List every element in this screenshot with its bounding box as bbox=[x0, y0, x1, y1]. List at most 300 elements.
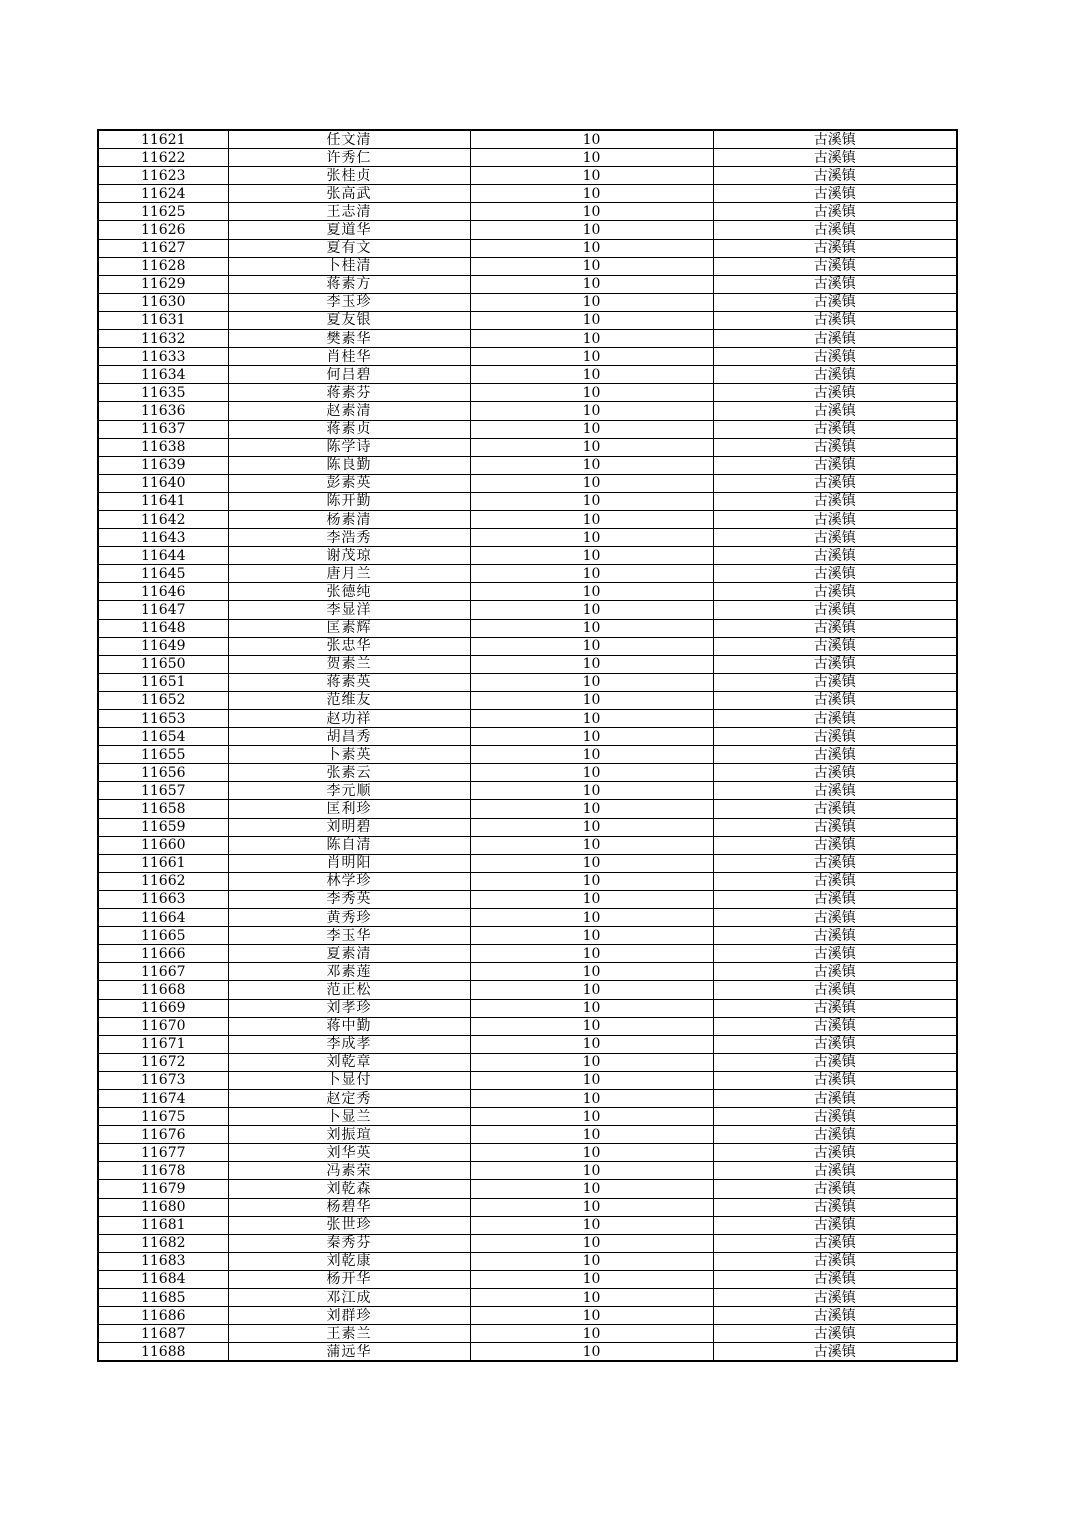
id-cell: 11636 bbox=[98, 402, 228, 420]
town-cell: 古溪镇 bbox=[713, 1126, 957, 1144]
id-cell: 11681 bbox=[98, 1216, 228, 1234]
amount-cell: 10 bbox=[470, 1180, 713, 1198]
id-cell: 11624 bbox=[98, 185, 228, 203]
town-cell: 古溪镇 bbox=[713, 1325, 957, 1343]
amount-cell: 10 bbox=[470, 583, 713, 601]
id-cell: 11635 bbox=[98, 384, 228, 402]
town-cell: 古溪镇 bbox=[713, 1053, 957, 1071]
id-cell: 11667 bbox=[98, 963, 228, 981]
town-cell: 古溪镇 bbox=[713, 1180, 957, 1198]
name-cell: 谢茂琼 bbox=[228, 547, 470, 565]
town-cell: 古溪镇 bbox=[713, 167, 957, 185]
name-cell: 邓素莲 bbox=[228, 963, 470, 981]
town-cell: 古溪镇 bbox=[713, 366, 957, 384]
table-row bbox=[98, 221, 957, 239]
id-cell: 11637 bbox=[98, 420, 228, 438]
amount-cell: 10 bbox=[470, 1162, 713, 1180]
amount-cell: 10 bbox=[470, 1198, 713, 1216]
town-cell: 古溪镇 bbox=[713, 637, 957, 655]
town-cell: 古溪镇 bbox=[713, 1343, 957, 1362]
town-cell: 古溪镇 bbox=[713, 1035, 957, 1053]
name-cell: 赵功祥 bbox=[228, 710, 470, 728]
table-row bbox=[98, 384, 957, 402]
town-cell: 古溪镇 bbox=[713, 402, 957, 420]
table-row bbox=[98, 890, 957, 908]
town-cell: 古溪镇 bbox=[713, 691, 957, 709]
table-row bbox=[98, 257, 957, 275]
id-cell: 11673 bbox=[98, 1071, 228, 1089]
table-row bbox=[98, 746, 957, 764]
table-row bbox=[98, 474, 957, 492]
table-row bbox=[98, 311, 957, 329]
id-cell: 11642 bbox=[98, 510, 228, 528]
id-cell: 11644 bbox=[98, 547, 228, 565]
table-row bbox=[98, 130, 957, 149]
amount-cell: 10 bbox=[470, 130, 713, 149]
name-cell: 刘群珍 bbox=[228, 1307, 470, 1325]
town-cell: 古溪镇 bbox=[713, 818, 957, 836]
name-cell: 张德纯 bbox=[228, 583, 470, 601]
amount-cell: 10 bbox=[470, 384, 713, 402]
amount-cell: 10 bbox=[470, 673, 713, 691]
town-cell: 古溪镇 bbox=[713, 1089, 957, 1107]
name-cell: 王志清 bbox=[228, 203, 470, 221]
table-row bbox=[98, 239, 957, 257]
amount-cell: 10 bbox=[470, 1343, 713, 1362]
table-row bbox=[98, 185, 957, 203]
id-cell: 11680 bbox=[98, 1198, 228, 1216]
amount-cell: 10 bbox=[470, 1089, 713, 1107]
id-cell: 11685 bbox=[98, 1289, 228, 1307]
town-cell: 古溪镇 bbox=[713, 583, 957, 601]
id-cell: 11622 bbox=[98, 149, 228, 167]
town-cell: 古溪镇 bbox=[713, 1017, 957, 1035]
id-cell: 11649 bbox=[98, 637, 228, 655]
town-cell: 古溪镇 bbox=[713, 565, 957, 583]
name-cell: 卜桂清 bbox=[228, 257, 470, 275]
town-cell: 古溪镇 bbox=[713, 239, 957, 257]
name-cell: 李成孝 bbox=[228, 1035, 470, 1053]
town-cell: 古溪镇 bbox=[713, 854, 957, 872]
table-row bbox=[98, 456, 957, 474]
name-cell: 许秀仁 bbox=[228, 149, 470, 167]
amount-cell: 10 bbox=[470, 963, 713, 981]
town-cell: 古溪镇 bbox=[713, 909, 957, 927]
town-cell: 古溪镇 bbox=[713, 1144, 957, 1162]
amount-cell: 10 bbox=[470, 619, 713, 637]
id-cell: 11639 bbox=[98, 456, 228, 474]
town-cell: 古溪镇 bbox=[713, 330, 957, 348]
id-cell: 11660 bbox=[98, 836, 228, 854]
town-cell: 古溪镇 bbox=[713, 764, 957, 782]
name-cell: 邓江成 bbox=[228, 1289, 470, 1307]
name-cell: 肖桂华 bbox=[228, 348, 470, 366]
town-cell: 古溪镇 bbox=[713, 999, 957, 1017]
amount-cell: 10 bbox=[470, 565, 713, 583]
table-row bbox=[98, 728, 957, 746]
name-cell: 匡素辉 bbox=[228, 619, 470, 637]
table-row bbox=[98, 981, 957, 999]
name-cell: 李显洋 bbox=[228, 601, 470, 619]
amount-cell: 10 bbox=[470, 927, 713, 945]
table-row bbox=[98, 149, 957, 167]
amount-cell: 10 bbox=[470, 836, 713, 854]
table-row bbox=[98, 764, 957, 782]
table-row bbox=[98, 330, 957, 348]
amount-cell: 10 bbox=[470, 221, 713, 239]
town-cell: 古溪镇 bbox=[713, 420, 957, 438]
town-cell: 古溪镇 bbox=[713, 456, 957, 474]
amount-cell: 10 bbox=[470, 710, 713, 728]
name-cell: 陈自清 bbox=[228, 836, 470, 854]
amount-cell: 10 bbox=[470, 764, 713, 782]
id-cell: 11630 bbox=[98, 293, 228, 311]
name-cell: 范正松 bbox=[228, 981, 470, 999]
town-cell: 古溪镇 bbox=[713, 311, 957, 329]
amount-cell: 10 bbox=[470, 1270, 713, 1288]
id-cell: 11663 bbox=[98, 890, 228, 908]
table-row bbox=[98, 1035, 957, 1053]
id-cell: 11661 bbox=[98, 854, 228, 872]
name-cell: 林学珍 bbox=[228, 872, 470, 890]
table-row bbox=[98, 529, 957, 547]
name-cell: 杨碧华 bbox=[228, 1198, 470, 1216]
name-cell: 蒋素芬 bbox=[228, 384, 470, 402]
town-cell: 古溪镇 bbox=[713, 1108, 957, 1126]
id-cell: 11670 bbox=[98, 1017, 228, 1035]
name-cell: 胡昌秀 bbox=[228, 728, 470, 746]
id-cell: 11641 bbox=[98, 492, 228, 510]
town-cell: 古溪镇 bbox=[713, 1216, 957, 1234]
name-cell: 刘明碧 bbox=[228, 818, 470, 836]
name-cell: 李玉华 bbox=[228, 927, 470, 945]
town-cell: 古溪镇 bbox=[713, 185, 957, 203]
name-cell: 陈学诗 bbox=[228, 438, 470, 456]
name-cell: 陈良勤 bbox=[228, 456, 470, 474]
amount-cell: 10 bbox=[470, 547, 713, 565]
amount-cell: 10 bbox=[470, 203, 713, 221]
amount-cell: 10 bbox=[470, 1035, 713, 1053]
table-row bbox=[98, 673, 957, 691]
amount-cell: 10 bbox=[470, 1071, 713, 1089]
amount-cell: 10 bbox=[470, 981, 713, 999]
table-row bbox=[98, 167, 957, 185]
id-cell: 11665 bbox=[98, 927, 228, 945]
name-cell: 杨素清 bbox=[228, 510, 470, 528]
name-cell: 刘华英 bbox=[228, 1144, 470, 1162]
name-cell: 黄秀珍 bbox=[228, 909, 470, 927]
table-row bbox=[98, 800, 957, 818]
name-cell: 秦秀芬 bbox=[228, 1234, 470, 1252]
table-row bbox=[98, 1053, 957, 1071]
amount-cell: 10 bbox=[470, 529, 713, 547]
name-cell: 夏素清 bbox=[228, 945, 470, 963]
table-row bbox=[98, 1307, 957, 1325]
amount-cell: 10 bbox=[470, 1307, 713, 1325]
name-cell: 卜显兰 bbox=[228, 1108, 470, 1126]
amount-cell: 10 bbox=[470, 1126, 713, 1144]
name-cell: 蒋素贞 bbox=[228, 420, 470, 438]
name-cell: 刘乾康 bbox=[228, 1252, 470, 1270]
table-row bbox=[98, 1198, 957, 1216]
town-cell: 古溪镇 bbox=[713, 547, 957, 565]
town-cell: 古溪镇 bbox=[713, 927, 957, 945]
name-cell: 刘孝珍 bbox=[228, 999, 470, 1017]
town-cell: 古溪镇 bbox=[713, 384, 957, 402]
amount-cell: 10 bbox=[470, 945, 713, 963]
town-cell: 古溪镇 bbox=[713, 619, 957, 637]
amount-cell: 10 bbox=[470, 999, 713, 1017]
table-row bbox=[98, 492, 957, 510]
id-cell: 11686 bbox=[98, 1307, 228, 1325]
amount-cell: 10 bbox=[470, 311, 713, 329]
amount-cell: 10 bbox=[470, 1144, 713, 1162]
name-cell: 樊素华 bbox=[228, 330, 470, 348]
amount-cell: 10 bbox=[470, 1234, 713, 1252]
table-row bbox=[98, 565, 957, 583]
id-cell: 11683 bbox=[98, 1252, 228, 1270]
name-cell: 张忠华 bbox=[228, 637, 470, 655]
amount-cell: 10 bbox=[470, 1017, 713, 1035]
amount-cell: 10 bbox=[470, 402, 713, 420]
amount-cell: 10 bbox=[470, 1053, 713, 1071]
town-cell: 古溪镇 bbox=[713, 836, 957, 854]
amount-cell: 10 bbox=[470, 872, 713, 890]
town-cell: 古溪镇 bbox=[713, 510, 957, 528]
town-cell: 古溪镇 bbox=[713, 1071, 957, 1089]
name-cell: 唐月兰 bbox=[228, 565, 470, 583]
amount-cell: 10 bbox=[470, 637, 713, 655]
name-cell: 匡利珍 bbox=[228, 800, 470, 818]
town-cell: 古溪镇 bbox=[713, 438, 957, 456]
table-row bbox=[98, 1325, 957, 1343]
id-cell: 11688 bbox=[98, 1343, 228, 1362]
amount-cell: 10 bbox=[470, 474, 713, 492]
amount-cell: 10 bbox=[470, 909, 713, 927]
name-cell: 范维友 bbox=[228, 691, 470, 709]
amount-cell: 10 bbox=[470, 366, 713, 384]
town-cell: 古溪镇 bbox=[713, 963, 957, 981]
amount-cell: 10 bbox=[470, 149, 713, 167]
id-cell: 11621 bbox=[98, 130, 228, 149]
amount-cell: 10 bbox=[470, 293, 713, 311]
table-row bbox=[98, 366, 957, 384]
table-row bbox=[98, 655, 957, 673]
town-cell: 古溪镇 bbox=[713, 710, 957, 728]
id-cell: 11653 bbox=[98, 710, 228, 728]
table-row bbox=[98, 1126, 957, 1144]
table-row bbox=[98, 619, 957, 637]
table-row bbox=[98, 1089, 957, 1107]
amount-cell: 10 bbox=[470, 691, 713, 709]
id-cell: 11666 bbox=[98, 945, 228, 963]
table-row bbox=[98, 402, 957, 420]
amount-cell: 10 bbox=[470, 1289, 713, 1307]
name-cell: 任文清 bbox=[228, 130, 470, 149]
table-row bbox=[98, 945, 957, 963]
id-cell: 11684 bbox=[98, 1270, 228, 1288]
town-cell: 古溪镇 bbox=[713, 655, 957, 673]
id-cell: 11678 bbox=[98, 1162, 228, 1180]
town-cell: 古溪镇 bbox=[713, 601, 957, 619]
table-row bbox=[98, 963, 957, 981]
amount-cell: 10 bbox=[470, 438, 713, 456]
amount-cell: 10 bbox=[470, 728, 713, 746]
table-row bbox=[98, 818, 957, 836]
amount-cell: 10 bbox=[470, 818, 713, 836]
table-body bbox=[98, 130, 957, 1361]
id-cell: 11625 bbox=[98, 203, 228, 221]
name-cell: 肖明阳 bbox=[228, 854, 470, 872]
town-cell: 古溪镇 bbox=[713, 1198, 957, 1216]
table-row bbox=[98, 438, 957, 456]
name-cell: 刘振瑄 bbox=[228, 1126, 470, 1144]
id-cell: 11638 bbox=[98, 438, 228, 456]
table-row bbox=[98, 1162, 957, 1180]
id-cell: 11643 bbox=[98, 529, 228, 547]
table-row bbox=[98, 1017, 957, 1035]
amount-cell: 10 bbox=[470, 492, 713, 510]
amount-cell: 10 bbox=[470, 655, 713, 673]
town-cell: 古溪镇 bbox=[713, 800, 957, 818]
town-cell: 古溪镇 bbox=[713, 474, 957, 492]
amount-cell: 10 bbox=[470, 1216, 713, 1234]
id-cell: 11650 bbox=[98, 655, 228, 673]
table-row bbox=[98, 999, 957, 1017]
table-row bbox=[98, 203, 957, 221]
id-cell: 11675 bbox=[98, 1108, 228, 1126]
table-row bbox=[98, 710, 957, 728]
table-row bbox=[98, 1108, 957, 1126]
name-cell: 张世珍 bbox=[228, 1216, 470, 1234]
name-cell: 夏有文 bbox=[228, 239, 470, 257]
table-row bbox=[98, 293, 957, 311]
town-cell: 古溪镇 bbox=[713, 890, 957, 908]
amount-cell: 10 bbox=[470, 257, 713, 275]
town-cell: 古溪镇 bbox=[713, 1289, 957, 1307]
town-cell: 古溪镇 bbox=[713, 149, 957, 167]
amount-cell: 10 bbox=[470, 890, 713, 908]
data-table bbox=[97, 129, 958, 1362]
table-row bbox=[98, 909, 957, 927]
name-cell: 杨开华 bbox=[228, 1270, 470, 1288]
name-cell: 夏道华 bbox=[228, 221, 470, 239]
name-cell: 李元顺 bbox=[228, 782, 470, 800]
town-cell: 古溪镇 bbox=[713, 130, 957, 149]
town-cell: 古溪镇 bbox=[713, 203, 957, 221]
id-cell: 11659 bbox=[98, 818, 228, 836]
table-row bbox=[98, 836, 957, 854]
id-cell: 11669 bbox=[98, 999, 228, 1017]
id-cell: 11668 bbox=[98, 981, 228, 999]
name-cell: 冯素荣 bbox=[228, 1162, 470, 1180]
id-cell: 11627 bbox=[98, 239, 228, 257]
table-row bbox=[98, 1234, 957, 1252]
table-row bbox=[98, 420, 957, 438]
name-cell: 张高武 bbox=[228, 185, 470, 203]
amount-cell: 10 bbox=[470, 420, 713, 438]
amount-cell: 10 bbox=[470, 330, 713, 348]
name-cell: 张素云 bbox=[228, 764, 470, 782]
name-cell: 卜素英 bbox=[228, 746, 470, 764]
town-cell: 古溪镇 bbox=[713, 275, 957, 293]
amount-cell: 10 bbox=[470, 854, 713, 872]
town-cell: 古溪镇 bbox=[713, 728, 957, 746]
id-cell: 11656 bbox=[98, 764, 228, 782]
id-cell: 11652 bbox=[98, 691, 228, 709]
name-cell: 夏友银 bbox=[228, 311, 470, 329]
table-row bbox=[98, 348, 957, 366]
town-cell: 古溪镇 bbox=[713, 981, 957, 999]
table-row bbox=[98, 637, 957, 655]
town-cell: 古溪镇 bbox=[713, 872, 957, 890]
name-cell: 蒋中勤 bbox=[228, 1017, 470, 1035]
id-cell: 11664 bbox=[98, 909, 228, 927]
id-cell: 11629 bbox=[98, 275, 228, 293]
name-cell: 蒋素方 bbox=[228, 275, 470, 293]
id-cell: 11628 bbox=[98, 257, 228, 275]
town-cell: 古溪镇 bbox=[713, 257, 957, 275]
town-cell: 古溪镇 bbox=[713, 293, 957, 311]
table-row bbox=[98, 583, 957, 601]
table-row bbox=[98, 782, 957, 800]
name-cell: 卜显付 bbox=[228, 1071, 470, 1089]
amount-cell: 10 bbox=[470, 239, 713, 257]
table-row bbox=[98, 547, 957, 565]
name-cell: 蒋素英 bbox=[228, 673, 470, 691]
table-row bbox=[98, 1216, 957, 1234]
id-cell: 11634 bbox=[98, 366, 228, 384]
name-cell: 刘乾章 bbox=[228, 1053, 470, 1071]
id-cell: 11632 bbox=[98, 330, 228, 348]
amount-cell: 10 bbox=[470, 1108, 713, 1126]
amount-cell: 10 bbox=[470, 746, 713, 764]
table-row bbox=[98, 601, 957, 619]
id-cell: 11672 bbox=[98, 1053, 228, 1071]
id-cell: 11626 bbox=[98, 221, 228, 239]
id-cell: 11682 bbox=[98, 1234, 228, 1252]
name-cell: 赵定秀 bbox=[228, 1089, 470, 1107]
id-cell: 11679 bbox=[98, 1180, 228, 1198]
name-cell: 赵素清 bbox=[228, 402, 470, 420]
amount-cell: 10 bbox=[470, 185, 713, 203]
id-cell: 11651 bbox=[98, 673, 228, 691]
id-cell: 11646 bbox=[98, 583, 228, 601]
town-cell: 古溪镇 bbox=[713, 1252, 957, 1270]
name-cell: 李秀英 bbox=[228, 890, 470, 908]
table-row bbox=[98, 510, 957, 528]
town-cell: 古溪镇 bbox=[713, 782, 957, 800]
name-cell: 蒲远华 bbox=[228, 1343, 470, 1362]
id-cell: 11631 bbox=[98, 311, 228, 329]
name-cell: 何吕碧 bbox=[228, 366, 470, 384]
amount-cell: 10 bbox=[470, 782, 713, 800]
table-row bbox=[98, 1289, 957, 1307]
id-cell: 11676 bbox=[98, 1126, 228, 1144]
amount-cell: 10 bbox=[470, 456, 713, 474]
town-cell: 古溪镇 bbox=[713, 1162, 957, 1180]
table-row bbox=[98, 1270, 957, 1288]
table-row bbox=[98, 872, 957, 890]
town-cell: 古溪镇 bbox=[713, 529, 957, 547]
table-row bbox=[98, 275, 957, 293]
id-cell: 11648 bbox=[98, 619, 228, 637]
name-cell: 陈开勤 bbox=[228, 492, 470, 510]
table-row bbox=[98, 1071, 957, 1089]
amount-cell: 10 bbox=[470, 167, 713, 185]
id-cell: 11674 bbox=[98, 1089, 228, 1107]
name-cell: 王素兰 bbox=[228, 1325, 470, 1343]
